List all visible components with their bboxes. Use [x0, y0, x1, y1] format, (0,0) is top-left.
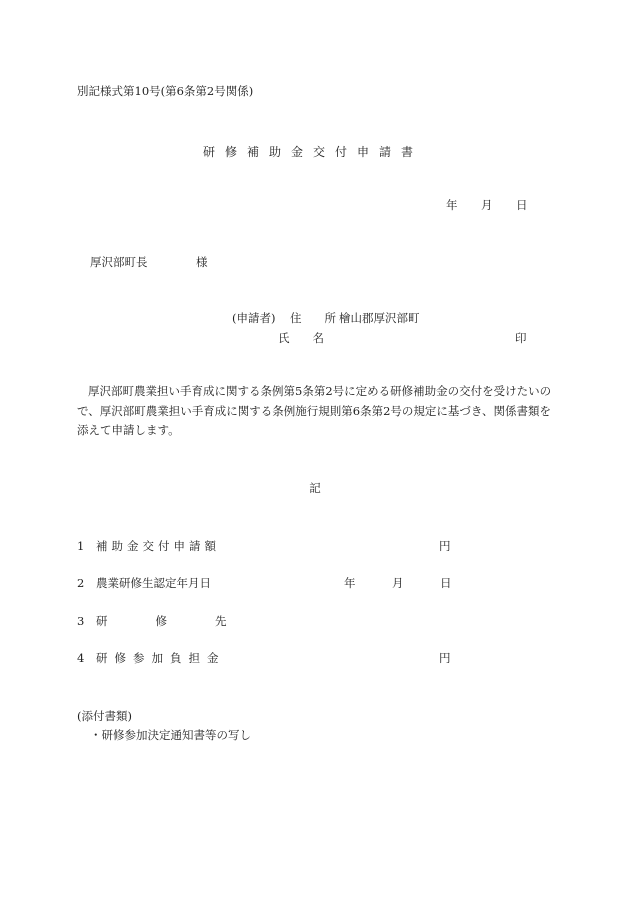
- item-label: 補助金交付申請額: [96, 539, 220, 553]
- item-number: 4: [77, 651, 85, 665]
- name-label: 氏 名: [278, 331, 324, 345]
- item-unit: 円: [439, 651, 451, 665]
- item-number: 2: [77, 576, 85, 590]
- item-unit: 円: [439, 539, 451, 553]
- address-value: 檜山郡厚沢部町: [339, 311, 420, 325]
- applicant-prefix: (申請者): [232, 311, 276, 325]
- item-label: 研修参加負担金: [96, 651, 226, 665]
- attachment-item: ・研修参加決定通知書等の写し: [90, 728, 251, 742]
- date-day: 日: [516, 198, 528, 212]
- application-body: 厚沢部町農業担い手育成に関する条例第5条第2号に定める研修補助金の交付を受けたいので、厚沢部町農業担い手育成に関する条例施行規則第6条第2号の規定に基づき、関係書類を添えて申請します。: [77, 384, 552, 437]
- addressee-honorific: 様: [196, 255, 208, 269]
- form-id: 別記様式第10号(第6条第2号関係): [77, 84, 254, 98]
- document-title: 研修補助金交付申請書: [203, 145, 424, 159]
- date-year: 年: [446, 198, 458, 212]
- item-year: 年: [344, 576, 356, 590]
- item-month: 月: [392, 576, 404, 590]
- ki-heading: 記: [309, 481, 321, 495]
- item-number: 1: [77, 539, 85, 553]
- item-day: 日: [440, 576, 452, 590]
- item-number: 3: [77, 614, 85, 628]
- seal-mark: 印: [515, 331, 527, 345]
- item-label: 農業研修生認定年月日: [96, 576, 211, 590]
- item-label: 研修先: [96, 614, 275, 628]
- date-month: 月: [481, 198, 493, 212]
- attachments-heading: (添付書類): [77, 709, 132, 723]
- addressee-name: 厚沢部町長: [90, 255, 148, 269]
- address-label: 住 所: [290, 311, 336, 325]
